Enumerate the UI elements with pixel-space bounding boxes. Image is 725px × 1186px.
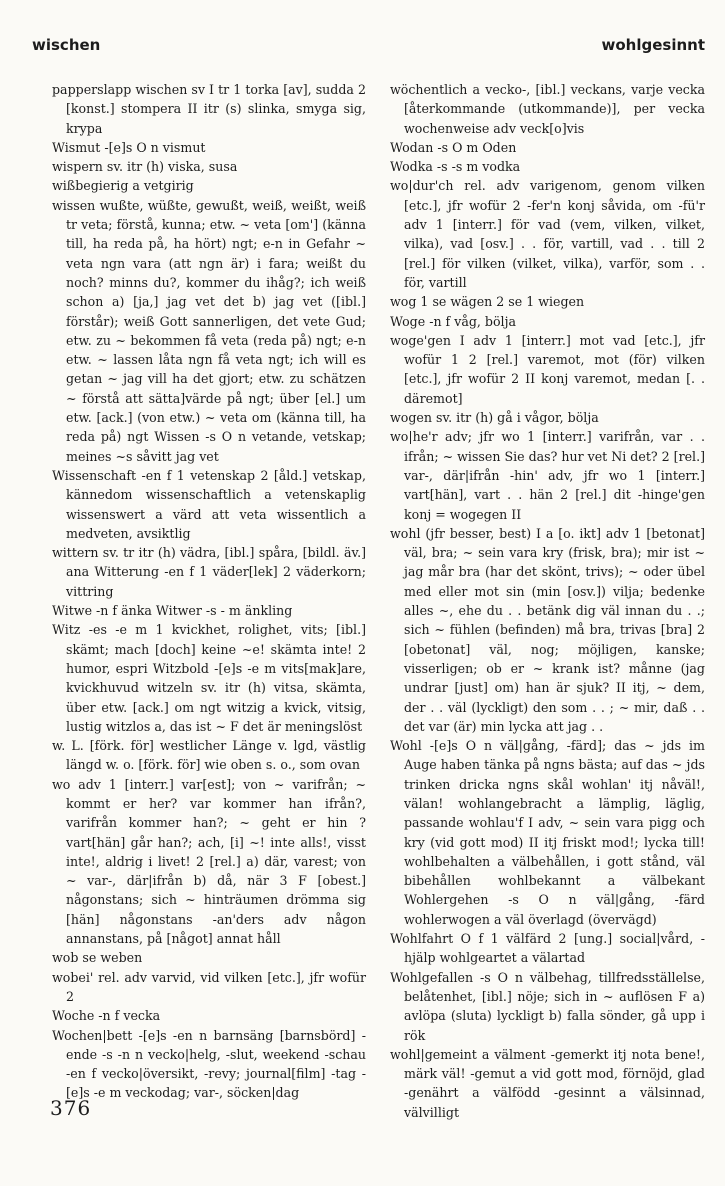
left-guide-word: wischen: [32, 36, 101, 54]
right-column: [390, 80, 705, 1122]
dictionary-entry: Witwe -n f änka Witwer -s - m änkling: [52, 603, 293, 619]
right-guide-word: wohlgesinnt: [601, 36, 705, 54]
dictionary-entry: wittern sv. tr itr (h) vädra, [ibl.] spåra, [bildl. äv.] ana Witterung -en f 1 väder[lek] 2 väderkorn; vittring: [52, 545, 366, 599]
dictionary-entry: Woge -n f våg, bölja: [390, 313, 516, 329]
dictionary-entry: Witz -es -e m 1 kvickhet, rolighet, vits; [ibl.] skämt; mach [doch] keine ~e! skämta inte! 2 humor, espri Witzbold -[e]s -e m vits[mak]are, kvickhuvud witzeln sv. itr (h) vitsa, skämta, über etw. [ack.] om ngt witzig a kvick, vitsig, lustig witzlos a, das ist ~ F det är meningslöst: [52, 622, 366, 734]
dictionary-entry: Wohl -[e]s O n väl|gång, -färd]; das ~ jds im Auge haben tänka på ngns bästa; auf das ~ jds trinken dricka ngns skål wohlan' itj nåväl!, välan! wohlangebracht a lämplig, läglig, passande wohlau'f I adv, ~ sein vara pigg och kry (vid gott mod) II itj friskt mod!; lycka till! wohlbehalten a välbehållen, i gott stånd, väl bibehållen wohlbekannt a välbekant Wohlergehen -s O n väl|gång, -färd wohlerwogen a väl överlagd (övervägd): [390, 738, 705, 927]
dictionary-entry: Wissenschaft -en f 1 vetenskap 2 [åld.] vetskap, kännedom wissenschaftlich a vetenskaplig wissenswert a värd att veta wissentlich a medveten, avsiktlig: [52, 467, 366, 541]
dictionary-entry: wißbegierig a vetgirig: [52, 178, 194, 194]
dictionary-entry: wohl|gemeint a välment -gemerkt itj nota bene!, märk väl! -gemut a vid gott mod, förnöjd, glad -genährt a välfödd -gesinnt a välsinnad, välvilligt: [390, 1046, 705, 1120]
dictionary-entry: wispern sv. itr (h) viska, susa: [52, 159, 238, 175]
dictionary-entry: Woche -n f vecka: [52, 1008, 161, 1024]
dictionary-entry: w. L. [förk. för] westlicher Länge v. lgd, västlig längd w. o. [förk. för] wie oben s. o., som ovan: [52, 738, 366, 773]
dictionary-entry: Wohlfahrt O f 1 välfärd 2 [ung.] social|vård, -hjälp wohlgeartet a välartad: [390, 931, 705, 966]
page-number: 376: [50, 1096, 92, 1120]
dictionary-entry: Wismut -[e]s O n vismut: [52, 139, 206, 155]
dictionary-entry: wogen sv. itr (h) gå i vågor, bölja: [390, 410, 599, 426]
dictionary-entry: wog 1 se wägen 2 se 1 wiegen: [390, 294, 585, 310]
dictionary-entry: wissen wußte, wüßte, gewußt, weiß, weißt, weiß tr veta; förstå, kunna; etw. ~ veta [om'] (känna till, ha reda på, ha hört) ngt; e-n in Gefahr ~ veta ngn vara (att ngn är) i fara; weißt du noch? minns du?, kommer du ihåg?; ich weiß schon a) [ja,] jag vet det b) jag vet ([ibl.] förstår); weiß Gott sannerligen, det vete Gud; etw. zu ~ bekommen få veta (reda på) ngt; e-n etw. ~ lassen låta ngn få veta ngt; ich will es getan ~ jag vill ha det gjort; etw. zu schätzen ~ förstå att sätta]värde på ngt; über [el.] um etw. [ack.] (von etw.) ~ veta om (känna till, ha reda på) ngt Wissen -s O n vetande, vetskap; meines ~s såvitt jag vet: [52, 197, 366, 464]
dictionary-entry: wöchentlich a vecko-, [ibl.] veckans, varje vecka [återkommande (utkommande)], per vecka wochenweise adv veck[o]vis: [390, 82, 705, 136]
dictionary-entry: Wodka -s -s m vodka: [390, 159, 521, 175]
dictionary-entry: Wochen|bett -[e]s -en n barnsäng [barnsbörd] -ende -s -n n vecko|helg, -slut, weekend -schau -en f vecko|översikt, -revy; journal[film] -tag -[e]s -e m veckodag; var-, söcken|dag: [52, 1027, 366, 1101]
dictionary-entry: wohl (jfr besser, best) I a [o. ikt] adv 1 [betonat] väl, bra; ~ sein vara kry (frisk, bra); mir ist ~ jag mår bra (har det skönt, trivs); ~ oder übel med eller mot sin (min [osv.]) vilja; bedenke alles ~, ehe du . . betänk dig väl innan du . .; sich ~ fühlen (befinden) må bra, trivas [bra] 2 [obetonat] väl, nog; möjligen, kanske; visserligen; ob er ~ krank ist? månne (jag undrar [just] om) han är sjuk? II itj, ~ dem, der . . väl (lyckligt) den som . . ; ~ mir, daß . . det var (är) min lycka att jag . .: [390, 525, 705, 734]
dictionary-entry: Wohlgefallen -s O n välbehag, tillfredsställelse, belåtenhet, [ibl.] nöje; sich in ~ auflösen F a) avlöpa (sluta) lyckligt b) falla sönder, gå upp i rök: [390, 969, 705, 1043]
dictionary-entry: wobei' rel. adv varvid, vid vilken [etc.], jfr wofür 2: [52, 969, 366, 1004]
dictionary-entry: wob se weben: [52, 950, 143, 966]
dictionary-entry: Wodan -s O m Oden: [390, 139, 517, 155]
left-column: [52, 80, 366, 1103]
dictionary-entry: wo adv 1 [interr.] var[est]; von ~ varifrån; ~ kommt er her? var kommer han ifrån?, varifrån kommer han?; ~ geht er hin ? vart[hän] går han?; ach, [i] ~! inte alls!, visst inte!, aldrig i livet! 2 [rel.] a) där, varest; von ~ var-, där|ifrån b) då, när 3 F [obest.] någonstans; sich ~ hinträumen drömma sig [hän] någonstans -an'ders adv någon annanstans, på [något] annat håll: [52, 776, 366, 947]
dictionary-entry: wo|he'r adv; jfr wo 1 [interr.] varifrån, var . . ifrån; ~ wissen Sie das? hur vet Ni det? 2 [rel.] var-, där|ifrån -hin' adv, jfr wo 1 [interr.] vart[hän], vart . . hän 2 [rel.] dit -hinge'gen konj = wogegen II: [390, 429, 705, 522]
page-header: [32, 36, 705, 60]
dictionary-entry: papperslapp wischen sv I tr 1 torka [av], sudda 2 [konst.] stompera II itr (s) slinka, smyga sig, krypa: [52, 82, 366, 136]
dictionary-entry: woge'gen I adv 1 [interr.] mot vad [etc.], jfr wofür 1 2 [rel.] varemot, mot (för) vilken [etc.], jfr wofür 2 II konj varemot, medan [. . däremot]: [390, 332, 705, 406]
dictionary-entry: wo|dur'ch rel. adv varigenom, genom vilken [etc.], jfr wofür 2 -fer'n konj såvida, om -fü'r adv 1 [interr.] för vad (vem, vilken, vilket, vilka), vad [osv.] . . för, vartill, vad . . till 2 [rel.] för vilken (vilket, vilka), varför, som . . för, vartill: [390, 178, 705, 290]
